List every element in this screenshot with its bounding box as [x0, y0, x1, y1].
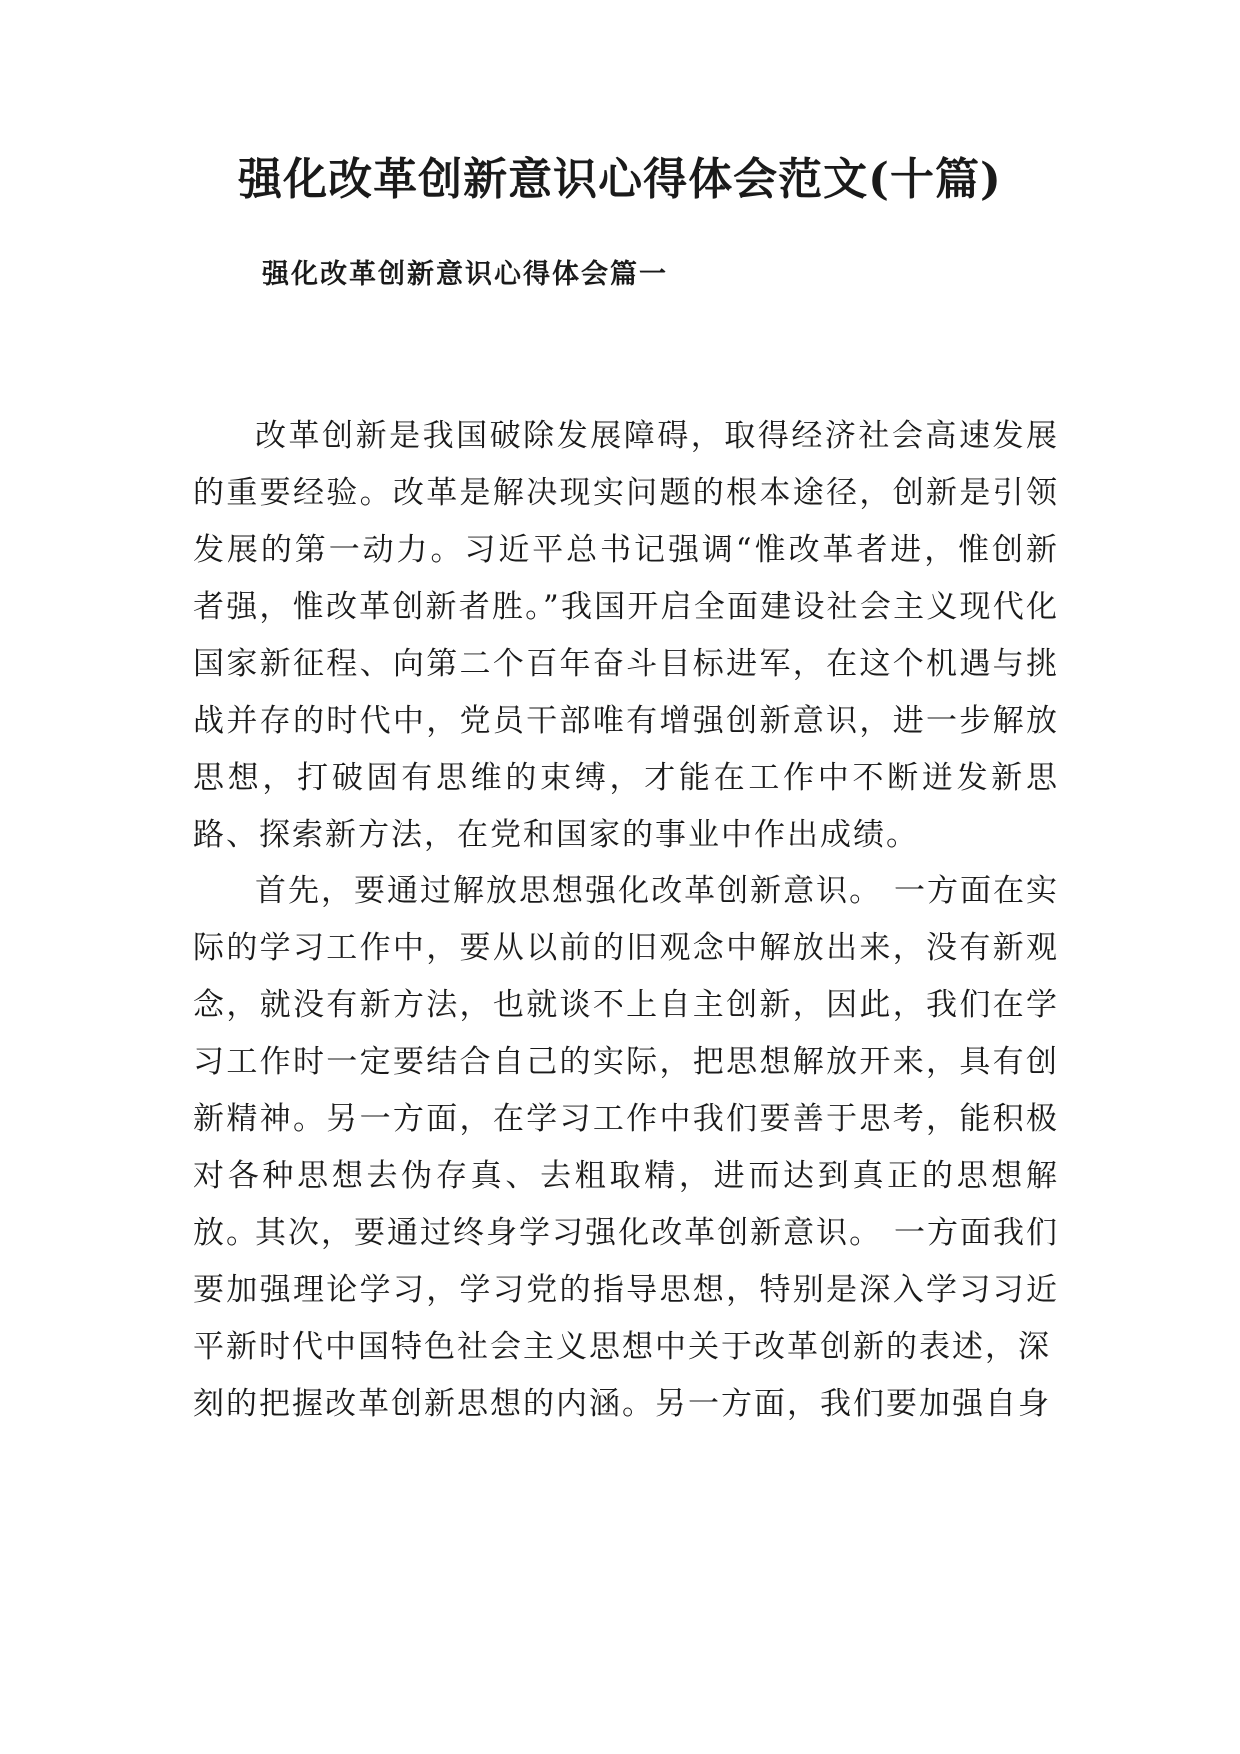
section-heading: 强化改革创新意识心得体会篇一: [262, 259, 668, 290]
paragraph-3: 其次，要通过终身学习强化改革创新意识。 一方面我们 要加强理论学习，学习党的指导思想，特别是深入学习习近 平新时代中国特色社会主义思想中关于改革创新的表述，深: [193, 1215, 1059, 1365]
paragraph-1: 改革创新是我国破除发展障碍，取得经济社会高速发展的重要经验。改革是解决现实问题的根本途径，创新是引领发展的第一动力。习近平总书记强调“惟改革者进，惟创新者强，惟改革创新者胜。”我国开启全面建设社会主义现代化国家新征程、向第二个百年奋斗目标进军，在这个机遇与挑战并存的时代中，党员干部唯有增强创新意识，进一步解放思想，打破固有思维的束缚，才能在工作中不断迸发新思路、探索新方法，在党和国家的事业中作出成绩。: [193, 418, 1059, 853]
paragraph-2: 首先，要通过解放思想强化改革创新意识。 一方面在实际的学习工作中，要从以前的旧观念中解放出来，没有新观念，就没有新方法，也就谈不上自主创新，因此，我们在学习工作时一定要结合自己的实际，把思想解放开来，具有创新精神。另一方面，在学习工作中我们要善于思考，能积极对各种思想去伪存真、去粗取精，进而达到真正的思想解放。: [193, 873, 1059, 1251]
paragraph-block: [193, 408, 1059, 864]
document-title: 强化改革创新意识心得体会范文(十篇): [238, 154, 1002, 205]
paragraph-3-continuation: 刻的把握改革创新思想的内涵。另一方面，我们要加强自身: [193, 1386, 1051, 1422]
paragraph-block: [193, 1205, 1059, 1433]
paragraph-block: [193, 863, 1059, 1262]
